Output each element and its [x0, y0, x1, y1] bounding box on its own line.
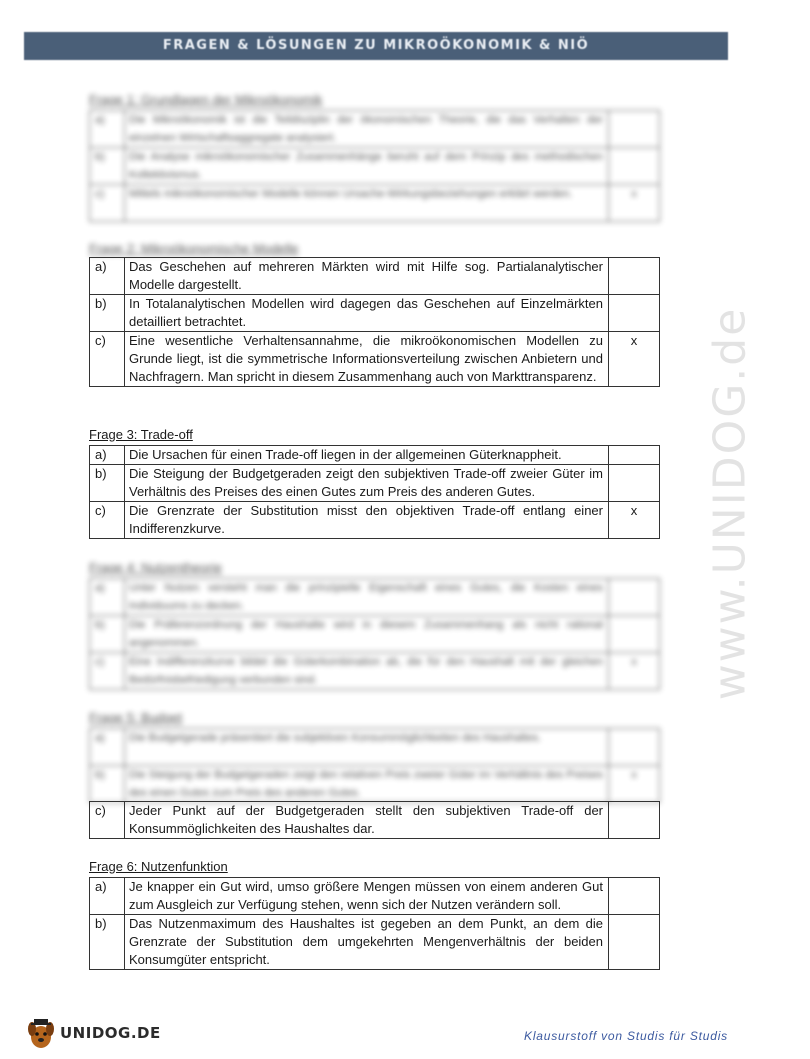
- answer-mark: x: [609, 332, 660, 387]
- answer-option: a): [90, 579, 125, 616]
- answer-mark: [609, 258, 660, 295]
- answer-mark: [609, 111, 660, 148]
- answer-text: Die Steigung der Budgetgeraden zeigt den subjektiven Trade-off zweier Güter im Verhältnis des Preises des einen Gutes zum Preis des anderen Gutes.: [125, 465, 609, 502]
- answer-text: Die Grenzrate der Substitution misst den objektiven Trade-off entlang einer Indifferenzkurve.: [125, 502, 609, 539]
- answer-row: [90, 802, 660, 839]
- answer-text: Je knapper ein Gut wird, umso größere Mengen müssen von einem anderen Gut zum Ausgleich zur Verfügung stehen, wenn sich der Nutzen verändern soll.: [125, 878, 609, 915]
- answer-text: Mittels mikroökonomischer Modelle können Ursache-Wirkungsbeziehungen erklärt werden.: [125, 185, 609, 222]
- unidog-logo: [24, 1015, 161, 1051]
- answer-mark: [609, 729, 660, 766]
- answer-text: Die Analyse mikroökonomischer Zusammenhänge beruht auf dem Prinzip des methodischen Kollektivismus.: [125, 148, 609, 185]
- answer-row: [90, 185, 660, 222]
- question-2: [89, 258, 660, 409]
- question-title: Frage 3: Trade-off: [89, 427, 193, 442]
- dog-icon: [24, 1015, 58, 1051]
- answer-option: a): [90, 878, 125, 915]
- answer-table: [89, 257, 660, 387]
- answer-row: [90, 446, 660, 465]
- answer-mark: [609, 802, 660, 839]
- answer-row: [90, 915, 660, 970]
- question-title: Frage 6: Nutzenfunktion: [89, 859, 228, 874]
- page-header-banner: [24, 32, 728, 60]
- answer-table: [89, 801, 660, 839]
- answer-text: Das Geschehen auf mehreren Märkten wird mit Hilfe sog. Partialanalytischer Modelle dargestellt.: [125, 258, 609, 295]
- answer-option: b): [90, 766, 125, 803]
- answer-table: [89, 445, 660, 539]
- answer-text: Jeder Punkt auf der Budgetgeraden stellt den subjektiven Trade-off der Konsummöglichkeiten des Haushaltes dar.: [125, 802, 609, 839]
- answer-mark: [609, 616, 660, 653]
- answer-option: b): [90, 616, 125, 653]
- answer-text: Die Ursachen für einen Trade-off liegen in der allgemeinen Güterknappheit.: [125, 446, 609, 465]
- answer-row: [90, 653, 660, 690]
- answer-text: Die Präferenzordnung der Haushalte wird in diesem Zusammenhang als nicht rational angenommen.: [125, 616, 609, 653]
- answer-option: c): [90, 653, 125, 690]
- answer-option: c): [90, 185, 125, 222]
- answer-mark: [609, 579, 660, 616]
- watermark: [650, 278, 810, 728]
- answer-mark: [609, 295, 660, 332]
- answer-table: [89, 578, 660, 690]
- answer-row: [90, 729, 660, 766]
- answer-mark: x: [609, 653, 660, 690]
- answer-option: a): [90, 111, 125, 148]
- answer-mark: x: [609, 502, 660, 539]
- answer-row: [90, 465, 660, 502]
- answer-text: Eine Indifferenzkurve bildet die Güterkombination ab, die für den Haushalt mit der gleichen Bedürfnisbefriedigung verbunden sind.: [125, 653, 609, 690]
- answer-text: Unter Nutzen versteht man die prinzipielle Eigenschaft eines Gutes, die Kosten eines Individuums zu decken.: [125, 579, 609, 616]
- question-5-blurred-part: [89, 710, 660, 802]
- question-3: [89, 427, 660, 537]
- answer-row: [90, 878, 660, 915]
- answer-mark: [609, 148, 660, 185]
- answer-row: [90, 258, 660, 295]
- answer-option: a): [90, 729, 125, 766]
- answer-option: b): [90, 295, 125, 332]
- question-title: Frage 5: Budget: [89, 710, 183, 725]
- question-6: [89, 859, 660, 970]
- footer-slogan: Klausurstoff von Studis für Studis: [524, 1029, 728, 1043]
- answer-mark: x: [609, 766, 660, 803]
- answer-option: b): [90, 915, 125, 970]
- answer-mark: [609, 446, 660, 465]
- answer-row: [90, 295, 660, 332]
- question-title: Frage 1: Grundlagen der Mikroökonomik: [89, 92, 323, 107]
- answer-row: [90, 111, 660, 148]
- answer-text: Die Budgetgerade präsentiert die subjektiven Konsummöglichkeiten des Haushaltes.: [125, 729, 609, 766]
- answer-text: Die Steigung der Budgetgeraden zeigt den relativen Preis zweier Güter im Verhältnis des Preises des einen Gutes zum Preis des anderen Gutes.: [125, 766, 609, 803]
- answer-text: Das Nutzenmaximum des Haushaltes ist gegeben an dem Punkt, an dem die Grenzrate der Substitution dem umgekehrten Mengenverhältnis der beiden Konsumgüter entspricht.: [125, 915, 609, 970]
- question-title: Frage 4: Nutzentheorie: [89, 560, 222, 575]
- logo-text: UNIDOG.DE: [60, 1024, 161, 1042]
- answer-row: [90, 766, 660, 803]
- answer-option: b): [90, 465, 125, 502]
- answer-mark: x: [609, 185, 660, 222]
- question-5-clear-part: [89, 801, 660, 839]
- answer-table: [89, 877, 660, 970]
- question-4: [89, 560, 660, 690]
- answer-row: [90, 332, 660, 387]
- answer-row: [90, 502, 660, 539]
- answer-table: [89, 110, 660, 222]
- answer-text: Eine wesentliche Verhaltensannahme, die mikroökonomischen Modellen zu Grunde liegt, ist die symmetrische Informationsverteilung zwischen Anbietern und Nachfragern. Man spricht in diesem Zusammenhang auch von Markttransparenz.: [125, 332, 609, 387]
- answer-option: b): [90, 148, 125, 185]
- answer-option: c): [90, 502, 125, 539]
- answer-mark: [609, 878, 660, 915]
- answer-option: c): [90, 802, 125, 839]
- answer-text: In Totalanalytischen Modellen wird dagegen das Geschehen auf Einzelmärkten detailliert betrachtet.: [125, 295, 609, 332]
- answer-table: [89, 728, 660, 803]
- answer-row: [90, 579, 660, 616]
- answer-option: a): [90, 258, 125, 295]
- answer-text: Die Mikroökonomik ist die Teildisziplin der ökonomischen Theorie, die das Verhalten der einzelnen Wirtschaftsaggregate analysiert.: [125, 111, 609, 148]
- answer-option: a): [90, 446, 125, 465]
- answer-row: [90, 148, 660, 185]
- answer-mark: [609, 915, 660, 970]
- page-header-title: FRAGEN & LÖSUNGEN ZU MIKROÖKONOMIK & NIÖ: [162, 38, 590, 53]
- answer-mark: [609, 465, 660, 502]
- answer-option: c): [90, 332, 125, 387]
- answer-row: [90, 616, 660, 653]
- watermark-text: www.UNIDOG.de: [704, 306, 756, 700]
- question-1: [89, 92, 660, 222]
- question-title: Frage 2: Mikroökonomische Modelle: [89, 241, 299, 256]
